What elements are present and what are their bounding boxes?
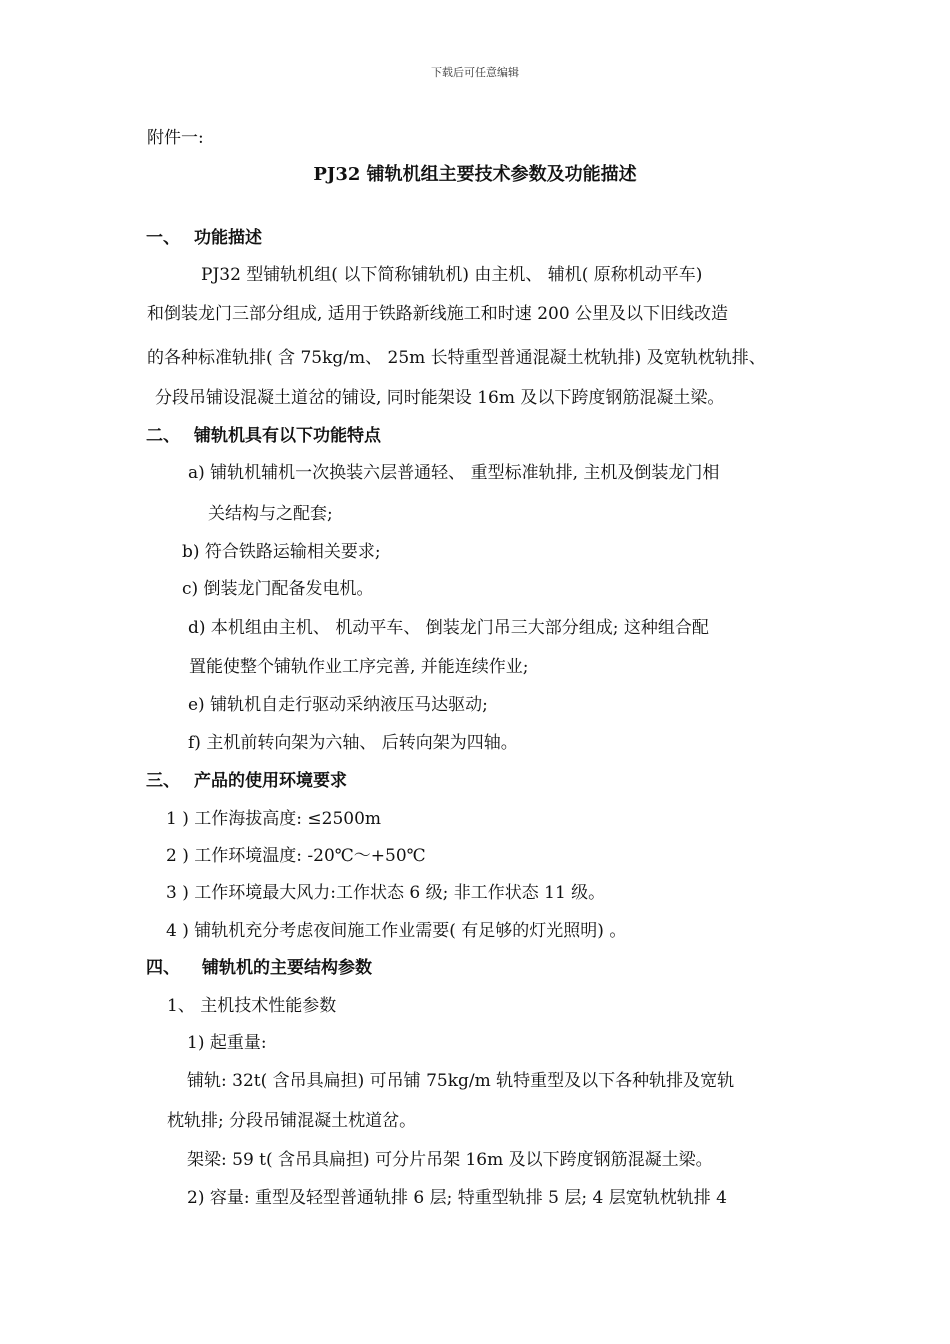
section-4-line: 2) 容量: 重型及轻型普通轨排 6 层; 特重型轨排 5 层; 4 层宽轨枕轨排 4 <box>187 1188 727 1208</box>
section-4-title: 铺轨机的主要结构参数 <box>202 958 372 978</box>
attachment-label: 附件一: <box>147 128 204 148</box>
section-2-item: a) 铺轨机辅机一次换装六层普通轻、 重型标准轨排, 主机及倒装龙门相 <box>188 463 720 483</box>
section-4-heading <box>146 957 372 979</box>
section-4-line: 铺轨: 32t( 含吊具扁担) 可吊铺 75kg/m 轨特重型及以下各种轨排及宽轨 <box>187 1071 735 1091</box>
section-2-item: 关结构与之配套; <box>208 504 333 524</box>
document-title: PJ32 铺轨机组主要技术参数及功能描述 <box>313 164 637 185</box>
section-1-heading <box>146 227 262 249</box>
section-3-item: 1 ) 工作海拔高度: ≤2500m <box>166 809 382 829</box>
section-4-line: 枕轨排; 分段吊铺混凝土枕道岔。 <box>167 1111 417 1131</box>
section-3-item: 3 ) 工作环境最大风力:工作状态 6 级; 非工作状态 11 级。 <box>166 883 606 903</box>
section-1-title: 功能描述 <box>194 228 262 248</box>
section-2-heading <box>146 425 381 447</box>
section-2-item: 置能使整个铺轨作业工序完善, 并能连续作业; <box>189 657 529 677</box>
section-2-item: c) 倒装龙门配备发电机。 <box>182 579 374 599</box>
section-2-number: 二、 <box>146 426 180 446</box>
section-3-title: 产品的使用环境要求 <box>194 771 347 791</box>
section-4-number: 四、 <box>146 958 180 978</box>
section-3-item: 2 ) 工作环境温度: -20℃～+50℃ <box>166 846 426 866</box>
section-2-item: e) 铺轨机自走行驱动采纳液压马达驱动; <box>188 695 488 715</box>
section-4-subtitle: 1、 主机技术性能参数 <box>167 996 337 1016</box>
section-3-number: 三、 <box>146 771 180 791</box>
section-2-item: d) 本机组由主机、 机动平车、 倒装龙门吊三大部分组成; 这种组合配 <box>188 618 709 638</box>
section-4-line: 1) 起重量: <box>187 1033 267 1053</box>
section-3-item: 4 ) 铺轨机充分考虑夜间施工作业需要( 有足够的灯光照明) 。 <box>166 921 627 941</box>
section-2-item: f) 主机前转向架为六轴、 后转向架为四轴。 <box>188 733 518 753</box>
section-1-line: 分段吊铺设混凝土道岔的铺设, 同时能架设 16m 及以下跨度钢筋混凝土梁。 <box>155 388 725 408</box>
section-1-line: 的各种标准轨排( 含 75kg/m、 25m 长特重型普通混凝土枕轨排) 及宽轨枕轨排、 <box>147 348 766 368</box>
section-1-line: PJ32 型铺轨机组( 以下简称铺轨机) 由主机、 辅机( 原称机动平车) <box>201 265 703 285</box>
section-4-line: 架梁: 59 t( 含吊具扁担) 可分片吊架 16m 及以下跨度钢筋混凝土梁。 <box>187 1150 713 1170</box>
section-2-item: b) 符合铁路运输相关要求; <box>182 542 381 562</box>
header-watermark: 下载后可任意编辑 <box>431 66 519 79</box>
section-1-number: 一、 <box>146 228 180 248</box>
section-1-line: 和倒装龙门三部分组成, 适用于铁路新线施工和时速 200 公里及以下旧线改造 <box>147 304 729 324</box>
section-2-title: 铺轨机具有以下功能特点 <box>194 426 381 446</box>
section-3-heading <box>146 770 347 792</box>
